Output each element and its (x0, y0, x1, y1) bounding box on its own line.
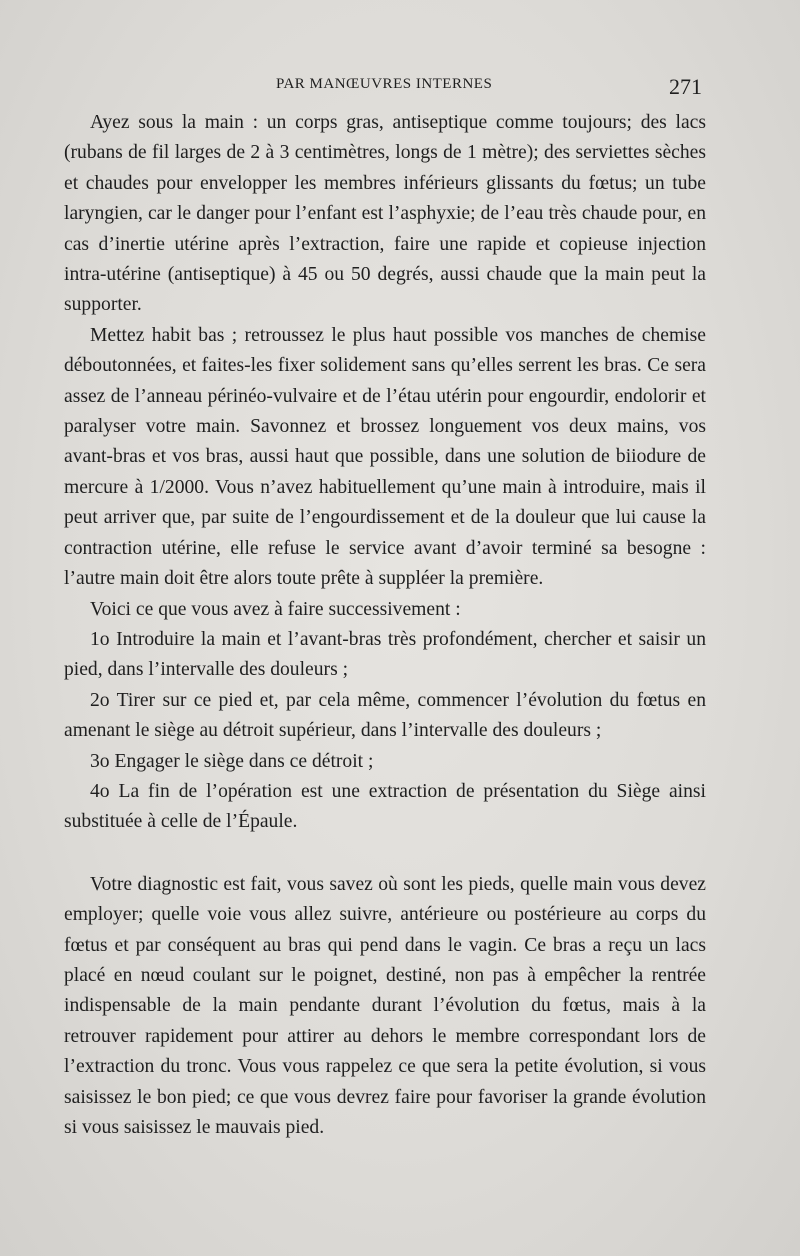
section-gap (64, 838, 706, 870)
paragraph-preparation: Mettez habit bas ; retroussez le plus haut possible vos manches de chemise déboutonnées, et faites-les fixer solidement sans qu’elles serrent les bras. Ce sera assez de l’anneau périnéo-vulvaire et de l’étau utérin pour engourdir, endolorir et paralyser votre main. Savonnez et brossez longuement vos deux mains, vos avant-bras et vos bras, aussi haut que possible, dans une solution de biiodure de mercure à 1/2000. Vous n’avez habituellement qu’une main à introduire, mais il peut arriver que, par suite de l’engourdissement et de la douleur que lui cause la contraction utérine, elle refuse le service avant d’avoir terminé sa besogne : l’autre main doit être alors toute prête à suppléer la première. (64, 324, 706, 590)
paragraph-materials: Ayez sous la main : un corps gras, antiseptique comme toujours; des lacs (rubans de fil larges de 2 à 3 centimètres, longs de 1 mètre); des serviettes sèches et chaudes pour envelopper les membres inférieurs glissants du fœtus; un tube laryngien, car le danger pour l’enfant est l’asphyxie; de l’eau très chaude pour, en cas d’inertie utérine après l’extraction, faire une rapide et copieuse injection intra-utérine (antiseptique) à 45 ou 50 degrés, aussi chaude que la main peut la supporter. (64, 112, 706, 316)
page-body (64, 108, 706, 1143)
page-header (66, 74, 706, 104)
step-item-4: 4o La fin de l’opération est une extraction de présentation du Siège ainsi substituée à celle de l’Épaule. (64, 780, 706, 833)
paragraph-steps-intro: Voici ce que vous avez à faire successivement : (90, 598, 461, 620)
running-title: PAR MANŒUVRES INTERNES (276, 76, 493, 92)
step-item-1: 1o Introduire la main et l’avant-bras très profondément, chercher et saisir un pied, dans l’intervalle des douleurs ; (64, 628, 706, 681)
step-item-3: 3o Engager le siège dans ce détroit ; (90, 750, 374, 772)
step-item-2: 2o Tirer sur ce pied et, par cela même, commencer l’évolution du fœtus en amenant le siège au détroit supérieur, dans l’intervalle des douleurs ; (64, 689, 706, 742)
page-number: 271 (669, 74, 702, 99)
paragraph-diagnosis: Votre diagnostic est fait, vous savez où sont les pieds, quelle main vous devez employer; quelle voie vous allez suivre, antérieure ou postérieure au corps du fœtus et par conséquent au bras qui pend dans le vagin. Ce bras a reçu un lacs placé en nœud coulant sur le poignet, destiné, non pas à empêcher la rentrée indispensable de la main pendante durant l’évolution du fœtus, mais à la retrouver rapidement pour attirer au dehors le membre correspondant lors de l’extraction du tronc. Vous vous rappelez ce que sera la petite évolution, si vous saisissez le bon pied; ce que vous devrez faire pour favoriser la grande évolution si vous saisissez le mauvais pied. (64, 873, 706, 1138)
